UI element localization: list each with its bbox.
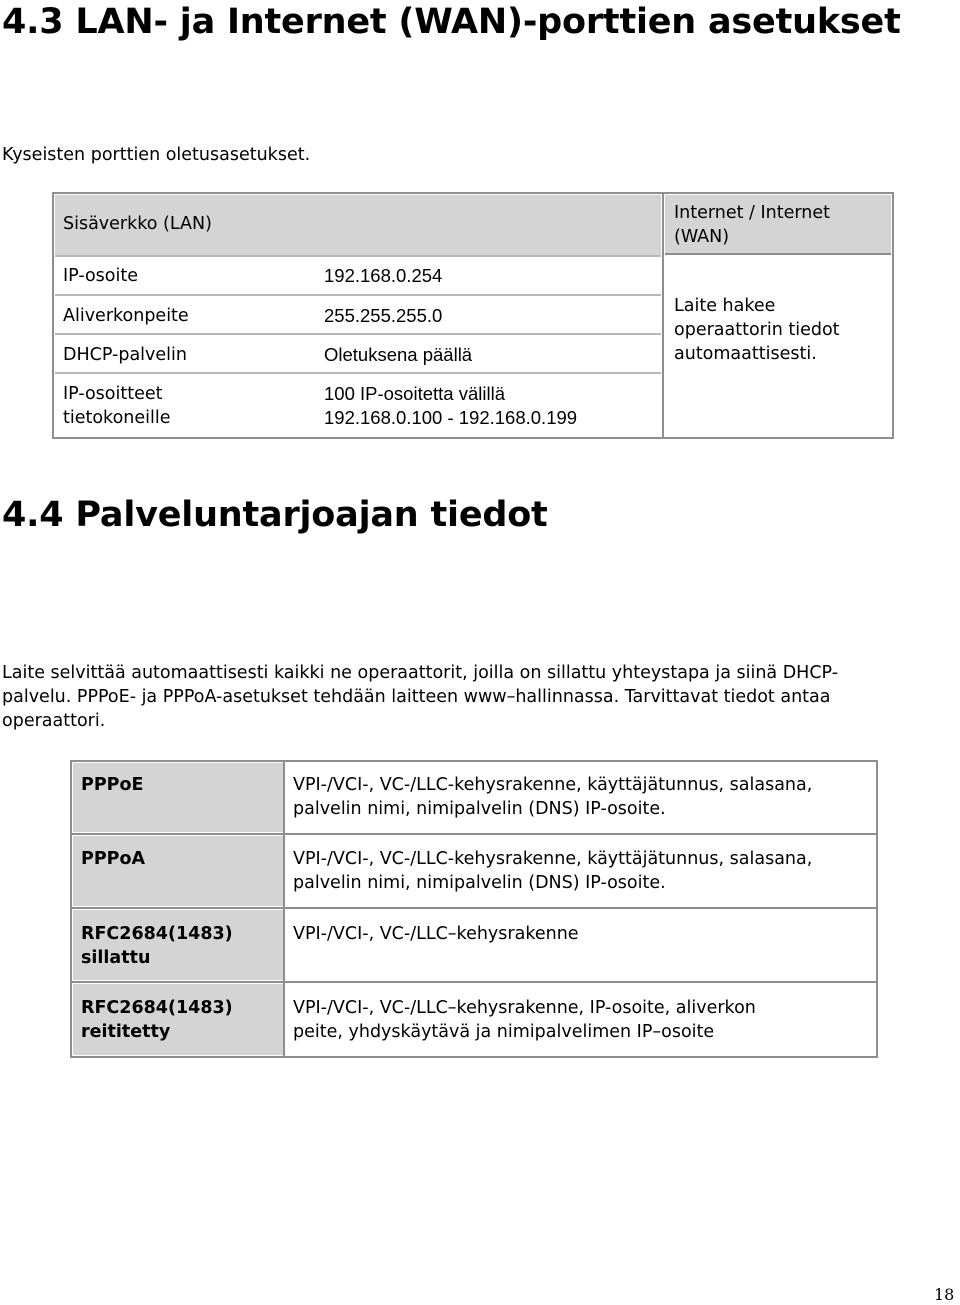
lan-row-divider	[55, 333, 661, 335]
lan-row-value-ip: 192.168.0.254	[324, 265, 443, 286]
isp-row-divider	[70, 907, 878, 909]
isp-row-label-routed-line2: reititetty	[81, 1022, 171, 1042]
page-number: 18	[934, 1285, 955, 1304]
section-title-lan-wan: 4.3 LAN- ja Internet (WAN)-porttien asetukset	[2, 2, 901, 42]
isp-row-label-bridged-line1: RFC2684(1483)	[81, 924, 233, 944]
wan-value-line3: automaattisesti.	[674, 344, 817, 364]
wan-header-line1: Internet / Internet	[674, 203, 830, 223]
lan-row-value-subnet: 255.255.255.0	[324, 305, 443, 326]
lan-row-label-clients-line2: tietokoneille	[63, 408, 171, 428]
section-title-isp: 4.4 Palveluntarjoajan tiedot	[2, 495, 548, 535]
lan-header: Sisäverkko (LAN)	[63, 214, 212, 234]
lan-row-divider	[55, 294, 661, 296]
isp-row-value-line1: VPI-/VCI-, VC-/LLC–kehysrakenne	[293, 924, 579, 944]
wan-value-line1: Laite hakee	[674, 296, 776, 316]
lan-row-label-ip: IP-osoite	[63, 266, 138, 286]
lan-header-divider	[55, 255, 661, 257]
lan-row-value-clients-line1: 100 IP-osoitetta välillä	[324, 383, 505, 404]
isp-row-label-pppoe: PPPoE	[81, 775, 144, 795]
lan-row-label-clients-line1: IP-osoitteet	[63, 384, 163, 404]
isp-row-value-line1: VPI-/VCI-, VC-/LLC-kehysrakenne, käyttäjätunnus, salasana,	[293, 849, 813, 869]
lan-row-label-dhcp: DHCP-palvelin	[63, 345, 187, 365]
paragraph-line: operaattori.	[2, 711, 106, 731]
wan-value-line2: operaattorin tiedot	[674, 320, 840, 340]
section-intro: Kyseisten porttien oletusasetukset.	[2, 145, 311, 165]
isp-row-value-line1: VPI-/VCI-, VC-/LLC-kehysrakenne, käyttäjätunnus, salasana,	[293, 775, 813, 795]
isp-row-value-line2: palvelin nimi, nimipalvelin (DNS) IP-osoite.	[293, 873, 666, 893]
isp-row-value-line2: palvelin nimi, nimipalvelin (DNS) IP-osoite.	[293, 799, 666, 819]
isp-row-value-line1: VPI-/VCI-, VC-/LLC–kehysrakenne, IP-osoite, aliverkon	[293, 998, 756, 1018]
paragraph-line: palvelu. PPPoE- ja PPPoA-asetukset tehdään laitteen www–hallinnassa. Tarvittavat tiedot antaa	[2, 687, 831, 707]
isp-row-value-line2: peite, yhdyskäytävä ja nimipalvelimen IP–osoite	[293, 1022, 715, 1042]
wan-header-line2: (WAN)	[674, 227, 730, 247]
isp-row-label-routed-line1: RFC2684(1483)	[81, 998, 233, 1018]
isp-row-label-pppoa: PPPoA	[81, 849, 146, 869]
isp-row-divider	[70, 981, 878, 983]
isp-column-divider	[283, 760, 285, 1058]
isp-row-label-bridged-line2: sillattu	[81, 948, 151, 968]
paragraph-line: Laite selvittää automaattisesti kaikki ne operaattorit, joilla on sillattu yhteystapa ja siinä DHCP-	[2, 663, 839, 683]
lan-row-divider	[55, 372, 661, 374]
lan-row-value-clients-line2: 192.168.0.100 - 192.168.0.199	[324, 407, 578, 428]
lan-row-label-subnet: Aliverkonpeite	[63, 306, 189, 326]
lan-row-value-dhcp: Oletuksena päällä	[324, 344, 473, 365]
isp-row-divider	[70, 833, 878, 835]
